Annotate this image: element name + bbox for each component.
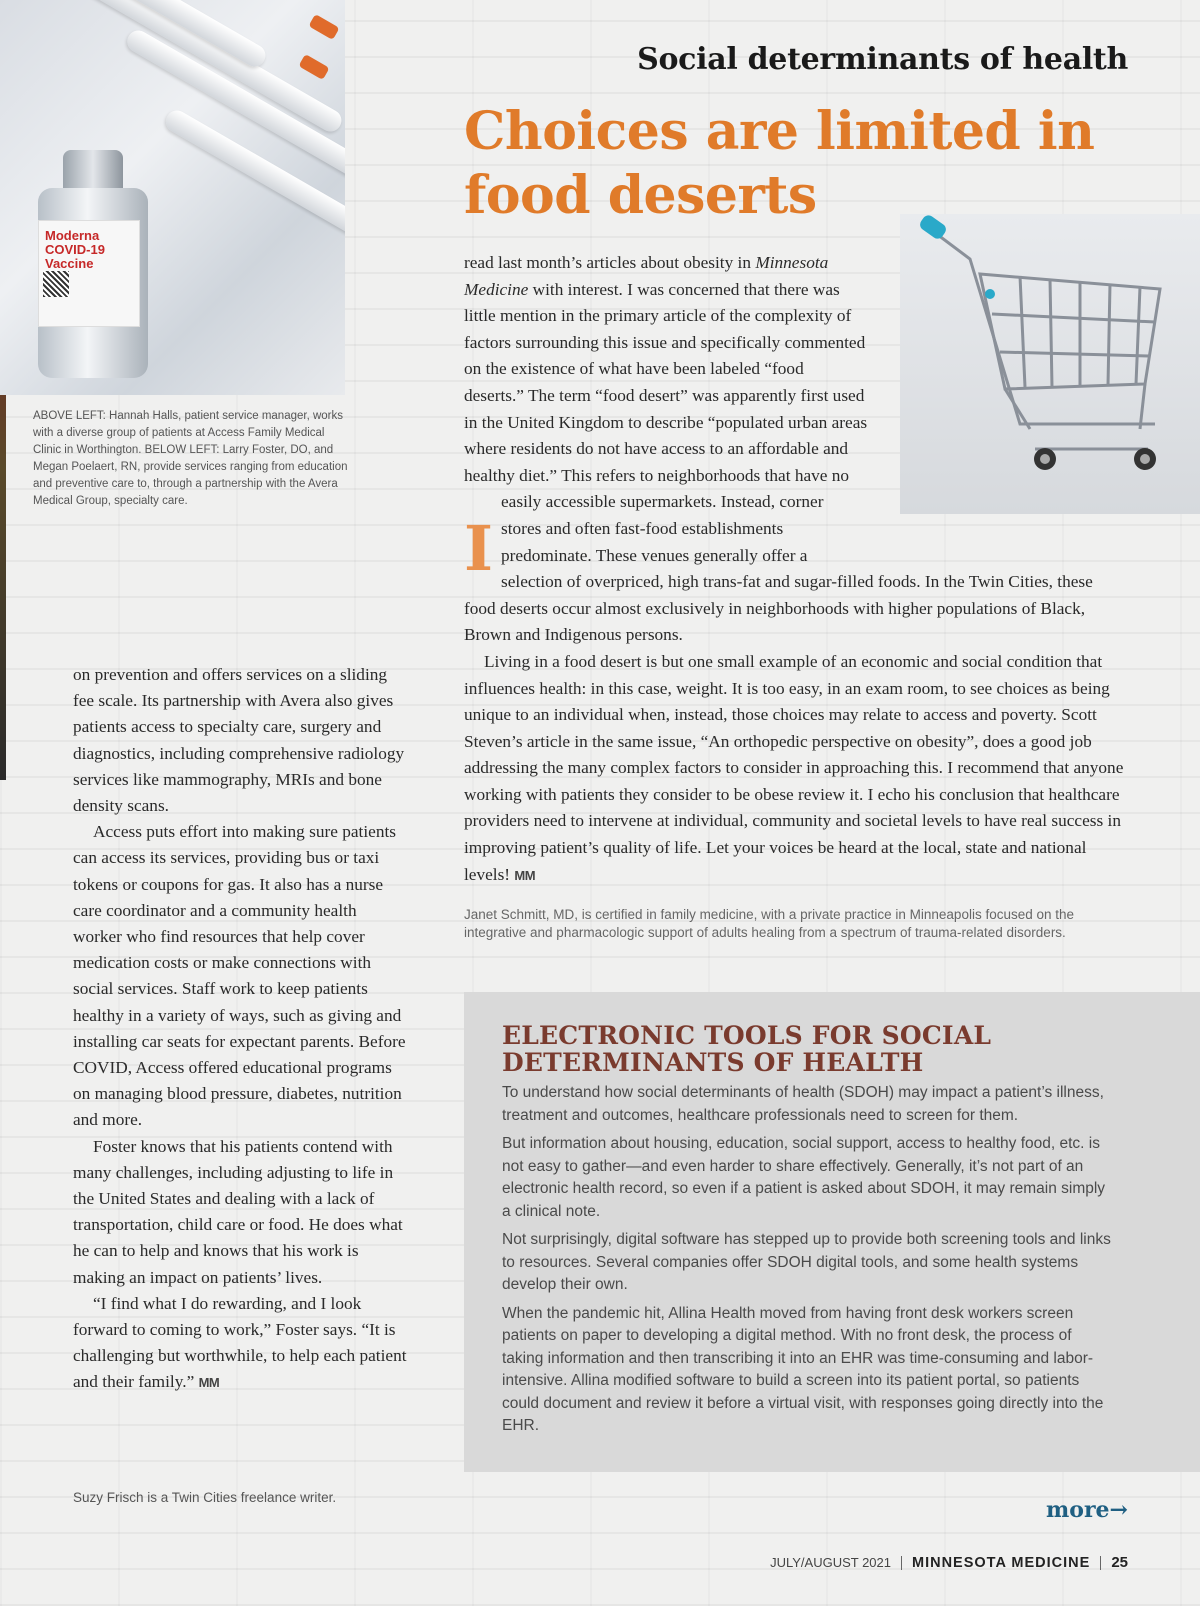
author-bio: Janet Schmitt, MD, is certified in family medicine, with a private practice in Minneapolis focused on the integrative and pharmacologic support of adults healing from a spectrum of trauma-related disorders. [464,907,1075,940]
vial-label-line: Moderna [45,228,100,243]
left-paragraph: Access puts effort into making sure patients can access its services, providing bus or taxi tokens or coupons for gas. It also has a nurse care coordinator and a community health worker who find resources that help cover medication costs or make connections with social services. Staff work to keep patients healthy in a variety of ways, such as giving and installing car seats for expectant parents. Before COVID, Access offered educational programs on managing blood pressure, diabetes, nutrition and more. [73,822,406,1130]
vial-label-line: COVID-19 [45,242,105,257]
end-mark: MM [514,867,536,883]
section-heading: Social determinants of health [637,42,1128,77]
left-paragraph-text: “I find what I do rewarding, and I look forward to coming to work,” Foster says. “It is challenging but worthwhile, to help each patient and their family.” [73,1293,407,1392]
article-text: Living in a food desert is but one small example of an economic and social condition that influences health: in this case, weight. It is too easy, in an exam room, to see choices as being unique to an individual when, instead, those choices may relate to access and poverty. Scott Steven’s article in the same issue, “An orthopedic perspective on obesity”, does a good job addressing the many complex factors to consider in approaching this. I recommend that anyone working with patients they consider to be obese review it. I echo his conclusion that healthcare providers need to intervene at individual, community and societal levels to have real success in improving patient’s quality of life. Let your voices be heard at the local, state and national levels! [464,651,1124,884]
left-column-text [73,662,408,1397]
left-paragraph: on prevention and offers services on a sliding fee scale. Its partnership with Avera also gives patients access to specialty care, surgery and diagnostics, including comprehensive radiology services like mammography, MRIs and bone density scans. [73,665,405,816]
footer-divider [1100,1556,1101,1570]
page-footer [770,1554,1128,1571]
sidebar-paragraph: When the pandemic hit, Allina Health moved from having front desk workers screen patients on paper to developing a digital method. With no front desk, the process of taking information and then transcribing it into an EHR was time-consuming and labor-intensive. Allina modified software to build a screen into its patient portal, so patients could document and review it before a virtual visit, with responses going directly into the EHR. [502,1304,1104,1434]
article-paragraph [464,649,1124,889]
end-mark: MM [198,1375,220,1391]
more-link[interactable]: more→ [1046,1497,1128,1523]
drop-cap: I [464,512,494,585]
article-body [464,250,1124,889]
page-number: 25 [1111,1554,1128,1571]
sidebar-title: ELECTRONIC TOOLS FOR SOCIAL DETERMINANTS OF HEALTH [502,1021,992,1077]
left-byline: Suzy Frisch is a Twin Cities freelance writer. [73,1490,337,1505]
article-headline: Choices are limited in food deserts [464,101,1095,226]
issue-date: JULY/AUGUST 2021 [770,1555,891,1570]
publication-name: Minnesota Medicine [464,253,829,299]
left-paragraph [73,1291,408,1397]
sidebar-paragraph: To understand how social determinants of health (SDOH) may impact a patient’s illness, treatment and outcomes, healthcare professionals need to screen for them. [502,1084,1104,1124]
left-paragraph: Foster knows that his patients contend with many challenges, including adjusting to life in the United States and dealing with a lack of transportation, child care or food. He does what he can to help and knows that his work is making an impact on patients’ lives. [73,1136,403,1287]
footer-divider [901,1556,902,1570]
vaccine-vial-photo [0,0,345,395]
sidebar-paragraph: But information about housing, education, social support, access to healthy food, etc. is not easy to gather—and even harder to share effectively. Generally, it’s not part of an electronic health record, so even if a patient is asked about SDOH, it may remain simply a clinical note. [502,1135,1106,1220]
vial-illustration [38,150,148,380]
sidebar-body [502,1082,1112,1444]
vial-label-line: Vaccine [45,256,94,271]
photo-caption: ABOVE LEFT: Hannah Halls, patient service manager, works with a diverse group of patients at Access Family Medical Clinic in Worthington. BELOW LEFT: Larry Foster, DO, and Megan Poelaert, RN, provide services ranging from education and preventive care to, through a partnership with the Avera Medical Group, specialty care. [33,410,348,507]
article-text: with interest. I was concerned that there was little mention in the primary article of the complexity of factors surrounding this issue and specifically commented on the existence of what have been labeled “food deserts.” The term “food desert” was apparently first used in the United Kingdom to describe “populated urban areas where residents do not have access to an affordable and healthy diet.” This refers to neighborhoods that have no easily accessible supermarkets. Instead, corner stores and often fast-food establishments predominate. These venues generally offer a selection of overpriced, high trans-fat and sugar-filled foods. In the Twin Cities, these food deserts occur almost exclusively in neighborhoods with higher populations of Black, Brown and Indigenous persons. [464,279,1093,645]
sidebar-paragraph: Not surprisingly, digital software has stepped up to provide both screening tools and links to resources. Several companies offer SDOH digital tools, and some health systems develop their own. [502,1231,1111,1293]
sidebar-box [464,992,1200,1472]
publication-title: MINNESOTA MEDICINE [912,1554,1091,1571]
article-text: read last month’s articles about obesity in [464,253,756,272]
